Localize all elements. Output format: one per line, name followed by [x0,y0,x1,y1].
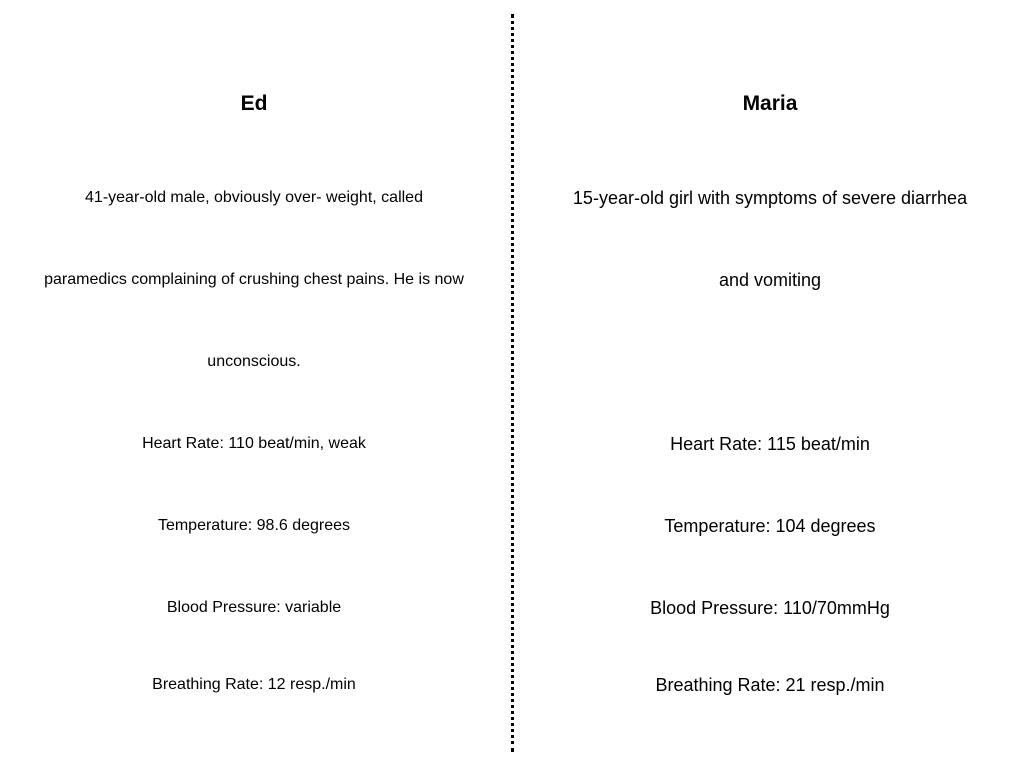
ed-description-line-2: paramedics complaining of crushing chest pains. He is now [44,271,464,288]
maria-blood-pressure: Blood Pressure: 110/70mmHg [650,598,890,618]
dotted-divider [511,14,514,752]
maria-description-line-2: and vomiting [718,270,822,290]
ed-description-line-3: unconscious. [207,353,301,370]
ed-breathing-rate: Breathing Rate: 12 resp./min [152,676,356,693]
maria-column [516,0,1024,768]
maria-heart-rate: Heart Rate: 115 beat/min [670,434,870,454]
ed-blood-pressure: Blood Pressure: variable [166,599,342,616]
maria-description-line-1: 15-year-old girl with symptoms of severe diarrhea [572,188,968,208]
maria-temperature: Temperature: 104 degrees [664,516,876,536]
ed-temperature: Temperature: 98.6 degrees [157,517,351,534]
ed-name: Ed [240,92,268,115]
maria-name: Maria [742,92,798,115]
ed-heart-rate: Heart Rate: 110 beat/min, weak [142,435,366,452]
maria-breathing-rate: Breathing Rate: 21 resp./min [655,675,885,695]
ed-column [0,0,508,768]
ed-description-line-1: 41-year-old male, obviously over- weight, called [85,189,423,206]
